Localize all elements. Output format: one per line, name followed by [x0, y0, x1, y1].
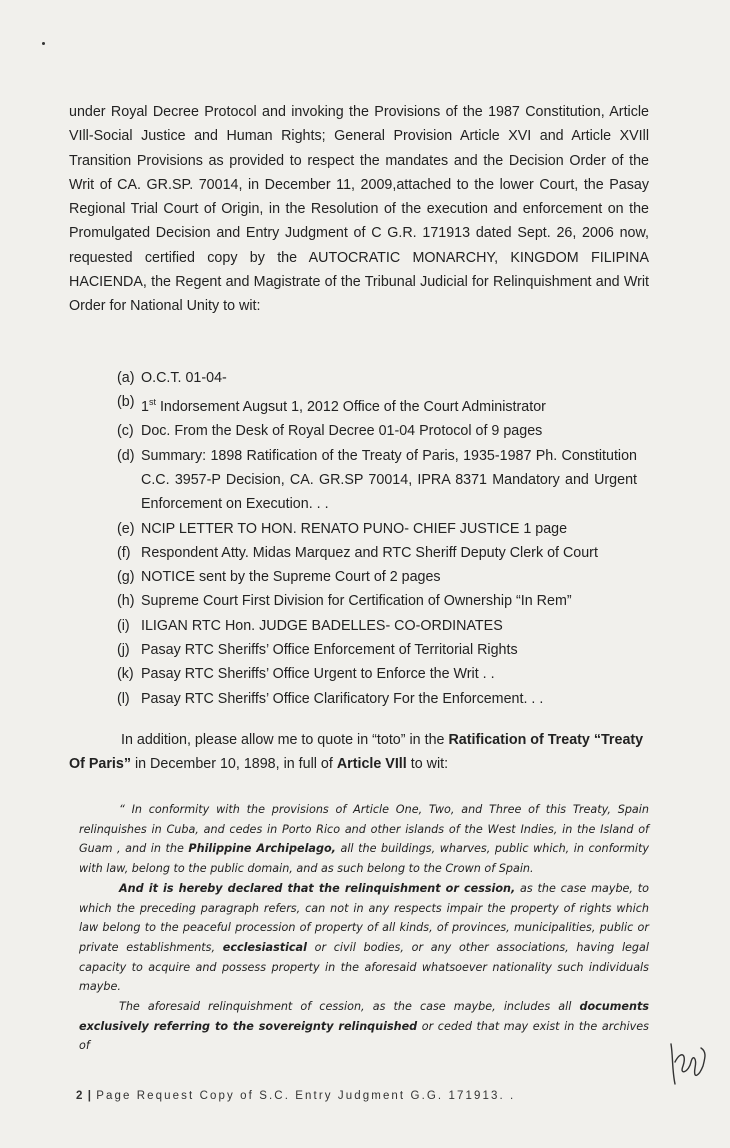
body-paragraph: under Royal Decree Protocol and invoking the Provisions of the 1987 Constitution, Article VIll-Social Justice and Human Rights; General Provision Article XVI and Article XVIll Transition Provisions as provided to respect the mandates and the Decision Order of the Writ of CA. GR.SP. 70014, in December 11, 2009,attached to the lower Court, the Pasay Regional Trial Court of Origin, in the Resolution of the execution and enforcement on the Promulgated Decision and Entry Judgment of C G.R. 171913 dated Sept. 26, 2006 now, requested certified copy by the AUTOCRATIC MONARCHY, KINGDOM FILIPINA HACIENDA, the Regent and Magistrate of the Tribunal Judicial for Relinquishment and Writ Order for National Unity to wit: — [69, 104, 649, 315]
list-item: (f) Respondent Atty. Midas Marquez and RTC Sheriff Deputy Clerk of Court — [117, 544, 598, 561]
footer-text: Page Request Copy of S.C. Entry Judgment G.G. 171913. . — [96, 1090, 516, 1102]
list-item: (l) Pasay RTC Sheriffs’ Office Clarificatory For the Enforcement. . . — [117, 690, 544, 707]
scan-speck — [42, 42, 45, 45]
list-item: (e) NCIP LETTER TO HON. RENATO PUNO- CHIEF JUSTICE 1 page — [117, 520, 568, 537]
list-item: (k) Pasay RTC Sheriffs’ Office Urgent to Enforce the Writ . . — [117, 666, 495, 683]
quote-paragraph: And it is hereby declared that the relinquishment or cession, as the case maybe, to which the preceding paragraph refers, can not in any respects impair the property of rights which law belong to the peaceful procession of property of all kinds, of provinces, municipalities, public or private establishments, ecclesiastical or civil bodies, or any other associations, having legal capacity to acquire and possess property in the aforesaid whatsoever nationality such individuals maybe. — [79, 881, 649, 994]
list-item: (a) O.C.T. 01-04- — [117, 370, 227, 386]
quote-paragraph: “ In conformity with the provisions of Article One, Two, and Three of this Treaty, Spain relinquishes in Cuba, and cedes in Porto Rico and other islands of the West Indies, in the Island of Guam , and in the Philippine Archipelago, all the buildings, wharves, public which, in conformity with law, belong to the public domain, and as such belong to the Crown of Spain. — [79, 803, 649, 876]
list-item: (h) Supreme Court First Division for Certification of Ownership “In Rem” — [117, 593, 572, 610]
handwritten-signature — [663, 1032, 711, 1092]
treaty-quote — [79, 800, 649, 1056]
page-footer: 2 | Page Request Copy of S.C. Entry Judgment G.G. 171913. . — [76, 1090, 516, 1102]
enclosure-list — [117, 366, 637, 711]
intro-paragraph: In addition, please allow me to quote in “toto” in the Ratification of Treaty “Treaty Of Paris” in December 10, 1898, in full of Article VIll to wit: — [69, 732, 644, 772]
quote-paragraph: The aforesaid relinquishment of cession, as the case maybe, includes all documents exclusively referring to the sovereignty relinquished or ceded that may exist in the archives of — [79, 1000, 649, 1053]
list-item: (i) ILIGAN RTC Hon. JUDGE BADELLES- CO-ORDINATES — [117, 617, 503, 634]
list-item: (b) 1st Indorsement Augsut 1, 2012 Office of the Court Administrator — [117, 394, 546, 416]
list-item: (d) Summary: 1898 Ratification of the Treaty of Paris, 1935-1987 Ph. Constitution C.C. 3957-P Decision, CA. GR.SP 70014, IPRA 8371 Mandatory and Urgent Enforcement on Execution. . . — [117, 447, 637, 513]
list-item: (c) Doc. From the Desk of Royal Decree 01-04 Protocol of 9 pages — [117, 423, 543, 440]
list-item: (j) Pasay RTC Sheriffs’ Office Enforcement of Territorial Rights — [117, 642, 518, 659]
list-item: (g) NOTICE sent by the Supreme Court of 2 pages — [117, 569, 441, 586]
page-number: 2 — [76, 1090, 83, 1102]
